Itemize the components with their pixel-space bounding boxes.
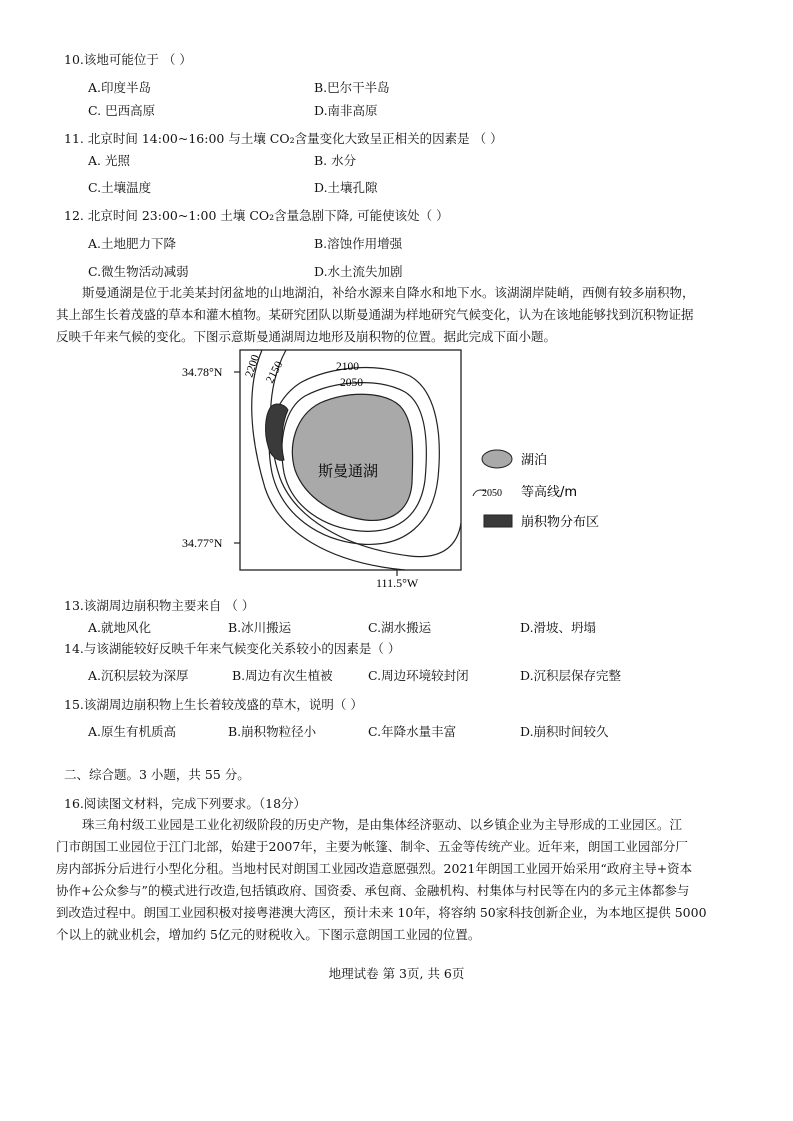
- q11-option-a: A. 光照: [88, 153, 130, 168]
- legend-colluvium-label: 崩积物分布区: [521, 515, 600, 530]
- q14-option-b: B.周边有次生植被: [232, 668, 333, 683]
- passage-langguo: [56, 814, 746, 946]
- q15-option-c: C.年降水量丰富: [368, 724, 457, 739]
- legend-lake-swatch: [482, 450, 512, 468]
- q16-stem: 16.阅读图文材料，完成下列要求。（18分）: [64, 796, 307, 811]
- passage-line: 其上部生长着茂盛的草本和灌木植物。某研究团队以斯曼通湖为样地研究气候变化，认为在该地能够找到沉积物证据: [56, 307, 694, 322]
- q13-option-d: D.滑坡、坍塌: [520, 620, 597, 635]
- q14-stem: 14.与该湖能较好反映千年来气候变化关系较小的因素是（ ）: [64, 641, 401, 656]
- passage-line: 珠三角村级工业园是工业化初级阶段的历史产物，是由集体经济驱动、以乡镇企业为主导形成的工业园区。江: [82, 817, 683, 832]
- q13-option-b: B.冰川搬运: [228, 620, 292, 635]
- q15-option-b: B.崩积物粒径小: [228, 724, 317, 739]
- q15-option-d: D.崩积时间较久: [520, 724, 609, 739]
- legend-contour-label: 等高线/m: [521, 485, 578, 500]
- page-footer: 地理试卷 第 3页, 共 6页: [328, 966, 465, 981]
- q11-stem: 11. 北京时间 14:00~16:00 与土壤 CO₂含量变化大致呈正相关的因素是 （ ）: [64, 131, 503, 146]
- q14-option-d: D.沉积层保存完整: [520, 668, 622, 683]
- legend-contour-sample: 2050: [482, 488, 502, 499]
- q12-option-d: D.水土流失加剧: [314, 264, 403, 279]
- q12-option-c: C.微生物活动减弱: [88, 264, 189, 279]
- passage-smanton: [56, 282, 746, 348]
- passage-line: 协作+公众参与”的模式进行改造,包括镇政府、国资委、承包商、金融机构、村集体与村民等在内的多元主体都参与: [56, 883, 690, 898]
- q13-option-a: A.就地风化: [88, 620, 152, 635]
- q14-option-a: A.沉积层较为深厚: [88, 668, 189, 683]
- passage-line: 反映千年来气候的变化。下图示意斯曼通湖周边地形及崩积物的位置。据此完成下面小题。: [56, 329, 557, 344]
- q12-option-b: B.溶蚀作用增强: [314, 236, 403, 251]
- lat-top-label: 34.78°N: [182, 365, 223, 379]
- contour-label-2100: 2100: [336, 361, 359, 373]
- q12-option-a: A.土地肥力下降: [88, 236, 177, 251]
- q13-option-c: C.湖水搬运: [368, 620, 432, 635]
- lake-name-label: 斯曼通湖: [318, 462, 379, 480]
- q15-stem: 15.该湖周边崩积物上生长着较茂盛的草木，说明（ ）: [64, 697, 363, 712]
- q11-option-d: D.土壤孔隙: [314, 180, 378, 195]
- q11-option-c: C.土壤温度: [88, 180, 152, 195]
- lon-label: 111.5°W: [376, 576, 419, 590]
- contour-label-2200: 2200: [243, 353, 262, 379]
- q10-option-a: A.印度半岛: [88, 80, 152, 95]
- lake-contour-map: [170, 348, 630, 593]
- q14-option-c: C.周边环境较封闭: [368, 668, 469, 683]
- q10-stem: 10.该地可能位于 （ ）: [64, 52, 192, 67]
- legend-colluvium-swatch: [484, 515, 512, 527]
- passage-line: 个以上的就业机会，增加约 5亿元的财税收入。下图示意朗国工业园的位置。: [56, 927, 481, 942]
- contour-label-2050: 2050: [340, 377, 363, 389]
- passage-line: 斯曼通湖是位于北美某封闭盆地的山地湖泊，补给水源来自降水和地下水。该湖湖岸陡峭，西侧有较多崩积物，: [82, 285, 695, 300]
- q12-stem: 12. 北京时间 23:00~1:00 土壤 CO₂含量急剧下降, 可能使该处（ ）: [64, 208, 449, 223]
- q10-option-d: D.南非高原: [314, 103, 378, 118]
- lat-bottom-label: 34.77°N: [182, 536, 223, 550]
- passage-line: 到改造过程中。朗国工业园积极对接粤港澳大湾区，预计未来 10年，将容纳 50家科技创新企业，为本地区提供 5000: [56, 905, 707, 920]
- passage-line: 门市朗国工业园位于江门北部，始建于2007年，主要为帐篷、制伞、五金等传统产业。近年来，朗国工业园部分厂: [56, 839, 688, 854]
- legend-lake-label: 湖泊: [521, 453, 548, 468]
- contour-label-2150: 2150: [264, 359, 286, 386]
- q10-option-c: C. 巴西高原: [88, 103, 156, 118]
- q10-option-b: B.巴尔干半岛: [314, 80, 390, 95]
- passage-line: 房内部拆分后进行小型化分租。当地村民对朗国工业园改造意愿强烈。2021年朗国工业园开始采用“政府主导+资本: [56, 861, 693, 876]
- q15-option-a: A.原生有机质高: [88, 724, 177, 739]
- q11-option-b: B. 水分: [314, 153, 357, 168]
- q13-stem: 13.该湖周边崩积物主要来自 （ ）: [64, 598, 255, 613]
- section-heading: 二、综合题。3 小题，共 55 分。: [64, 767, 250, 782]
